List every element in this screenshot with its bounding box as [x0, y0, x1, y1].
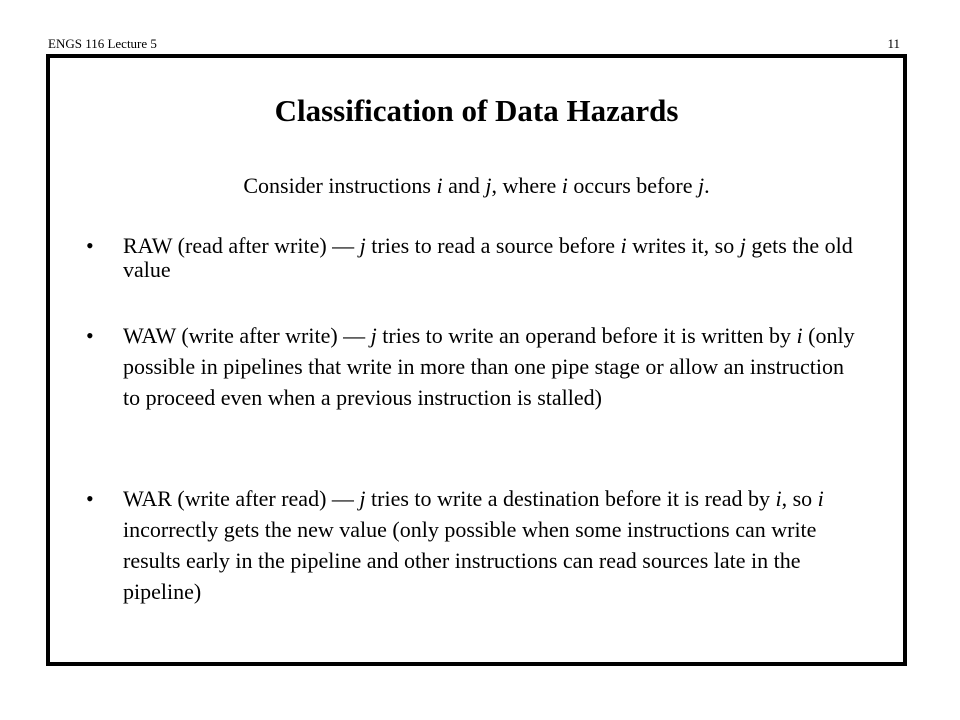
bullet-text: incorrectly gets the new value (only possible when some instructions can write results early in the pipeline and other instructions can read sources late in the pipeline) [123, 517, 817, 604]
intro-text: . [704, 173, 710, 198]
course-label: ENGS 116 Lecture 5 [48, 36, 157, 51]
instruction-variable: j [359, 233, 366, 258]
intro-text: and [442, 173, 486, 198]
intro-text: , where [491, 173, 562, 198]
page-number: 11 [887, 36, 900, 51]
instruction-variable: j [359, 486, 366, 511]
slide-frame [46, 54, 907, 666]
instruction-variable: i [436, 173, 443, 198]
bullet-text: RAW (read after write) — [123, 233, 360, 258]
instruction-variable: j [697, 173, 705, 198]
bullet-text: , so [781, 486, 818, 511]
bullet-icon: • [86, 233, 94, 258]
bullet-text: writes it, so [626, 233, 740, 258]
bullet-raw-text [123, 234, 866, 282]
bullet-waw-text [123, 320, 866, 413]
intro-text: Consider instructions [243, 173, 437, 198]
slide-title: Classification of Data Hazards [274, 93, 679, 128]
instruction-variable: i [561, 173, 568, 198]
bullet-text: gets the old value [123, 233, 853, 282]
instruction-variable: j [485, 173, 492, 198]
intro-text: occurs before [567, 173, 698, 198]
instruction-variable: j [739, 233, 746, 258]
bullet-icon: • [86, 323, 94, 348]
instruction-variable: i [775, 486, 782, 511]
bullet-text: WAW (write after write) — [123, 323, 371, 348]
bullet-waw [86, 320, 866, 413]
instruction-variable: i [796, 323, 803, 348]
bullet-war [86, 483, 866, 607]
bullet-text: WAR (write after read) — [123, 486, 360, 511]
instruction-variable: j [370, 323, 377, 348]
bullet-war-text [123, 483, 866, 607]
intro-sentence [50, 172, 903, 200]
bullet-text: tries to read a source before [365, 233, 621, 258]
bullet-text: tries to write a destination before it is read by [365, 486, 776, 511]
bullet-text: (only possible in pipelines that write in more than one pipe stage or allow an instruction to proceed even when a previous instruction is stalled) [123, 323, 855, 410]
instruction-variable: i [817, 486, 824, 511]
bullet-raw [86, 234, 866, 282]
instruction-variable: i [620, 233, 627, 258]
bullet-icon: • [86, 486, 94, 511]
bullet-text: tries to write an operand before it is written by [376, 323, 797, 348]
